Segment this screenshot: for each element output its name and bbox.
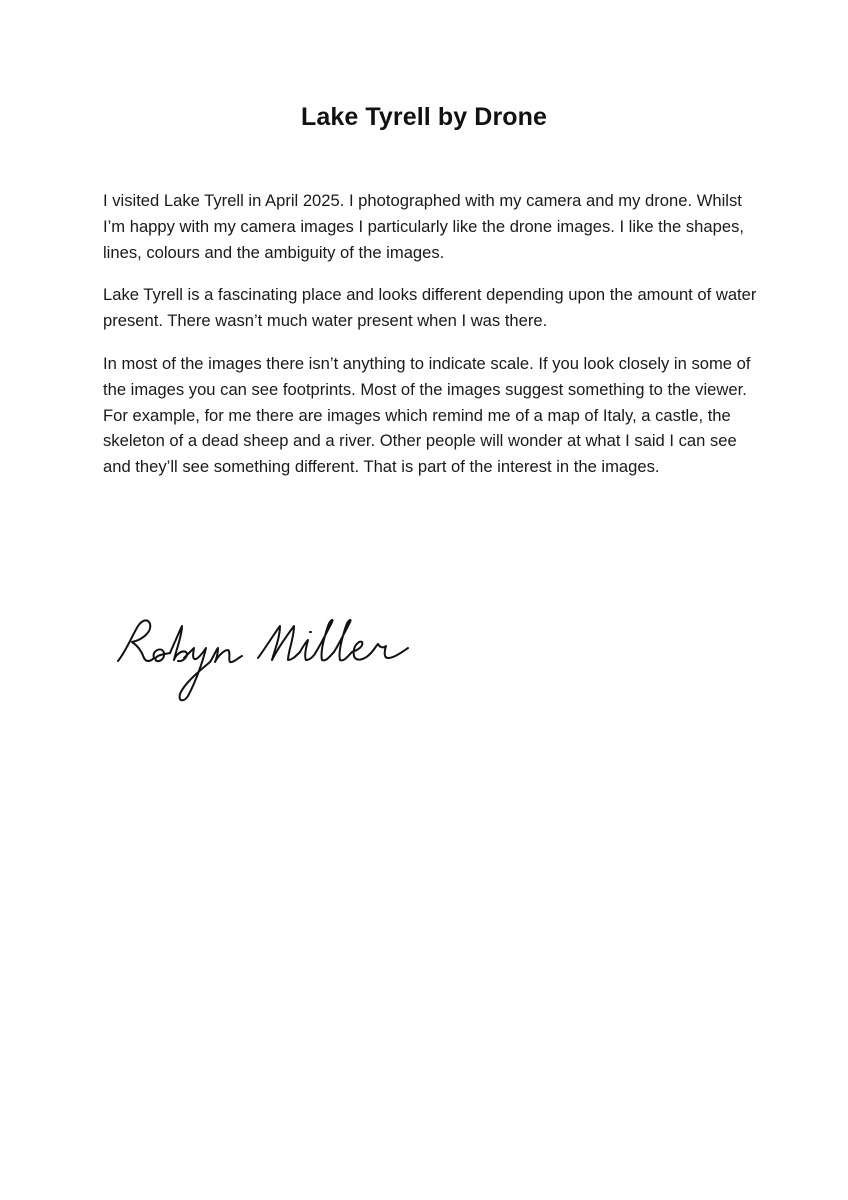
paragraph-3: In most of the images there isn’t anything to indicate scale. If you look closely in some of the images you can see footprints. Most of the images suggest something to the viewer. For example, for me there are images which remind me of a map of Italy, a castle, the skeleton of a dead sheep and a river. Other people will wonder at what I said I can see and they’ll see something different. That is part of the interest in the images. <box>103 353 751 477</box>
body-text <box>103 188 763 497</box>
page-title: Lake Tyrell by Drone <box>300 103 548 131</box>
handwritten-signature <box>108 606 428 716</box>
signature-icon <box>108 606 428 716</box>
paragraph-1: I visited Lake Tyrell in April 2025. I photographed with my camera and my drone. Whilst I’m happy with my camera images I particularly like the drone images. I like the shapes, lines, colours and the ambiguity of the images. <box>103 191 744 262</box>
paragraph-2: Lake Tyrell is a fascinating place and looks different depending upon the amount of water present. There wasn’t much water present when I was there. <box>103 285 757 331</box>
